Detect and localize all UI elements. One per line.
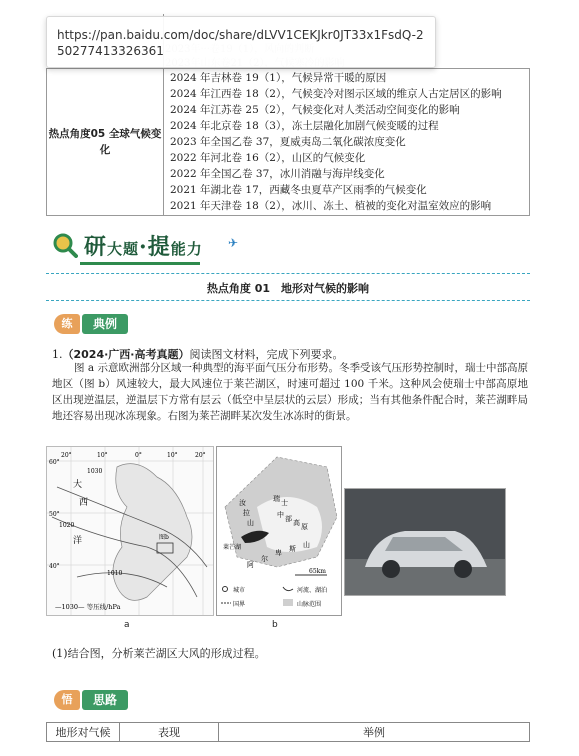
map-label: 高	[293, 519, 300, 527]
banner-underline	[80, 262, 200, 265]
section-title: 热点角度 01 地形对气候的影响	[206, 282, 370, 295]
hotspot-item: 2024 年北京卷 18（3），冻土层融化加剧气候变暖的过程	[170, 119, 439, 132]
map-label: 汝	[239, 499, 246, 507]
map-label: 莱芒湖	[223, 544, 242, 551]
legend: —1030— 等压线/hPa	[55, 603, 121, 611]
map-label: 1010	[107, 570, 123, 577]
frozen-car-photo	[344, 488, 506, 596]
left-tick: 40°	[49, 563, 60, 570]
map-label: 图b	[159, 534, 169, 541]
map-label: 斯	[289, 545, 296, 553]
url-tooltip[interactable]: https://pan.baidu.com/doc/share/dLVV1CEKJkr0JT33x1FsdQ-250277413326361	[46, 16, 436, 68]
map-label: 山	[303, 541, 310, 549]
table-header: 地形对气候	[47, 723, 120, 742]
figure-a-map	[46, 446, 214, 616]
figure-b-caption: b	[272, 620, 278, 630]
map-label: 中	[277, 511, 284, 519]
top-tick: 10°	[167, 452, 178, 459]
map-label: 士	[281, 499, 288, 507]
top-tick: 20°	[195, 452, 206, 459]
map-label: 部	[285, 515, 292, 523]
map-label: 1020	[59, 522, 75, 529]
magnifier-icon	[52, 232, 78, 258]
banner-title: 研大题·提能力	[84, 234, 203, 260]
map-label: 山	[247, 519, 254, 527]
hotspot-item: 2022 年河北卷 16（2），山区的气候变化	[170, 151, 366, 164]
hotspot-items	[164, 68, 530, 215]
map-label: 卑	[275, 549, 282, 557]
sub-question-1: (1)结合图，分析莱芒湖区大风的形成过程。	[52, 647, 266, 660]
hotspot-item: 2024 年吉林卷 19（1），气候异常干暖的原因	[170, 71, 387, 84]
table-header: 表现	[120, 723, 219, 742]
terrain-climate-table	[46, 722, 530, 742]
hotspot-item: 2022 年全国乙卷 37，冰川消融与海岸线变化	[170, 167, 385, 180]
map-label: 大	[73, 480, 83, 490]
question-text: 图 a 示意欧洲部分区域一种典型的海平面气压分布形势。冬季受该气压形势控制时，瑞士中部高原地区（图 b）风速较大，最大风速位于莱芒湖区，时速可超过 100 千米。这种风会使瑞士中部高原地区出现逆温层，逆温层下方常有层云（低空中呈层状的云层）形成；当有其他条件配合时，莱芒湖畔局地还容易出现冰冻现象。右图为莱芒湖畔某次发生冰冻时的街景。	[52, 362, 528, 422]
map-label: 洋	[73, 536, 83, 546]
tag-label: 思路	[82, 690, 128, 710]
legend-item: 城市	[233, 587, 246, 594]
divider	[46, 273, 530, 274]
legend-item: 河流、湖泊	[297, 587, 328, 594]
scale: 65km	[309, 568, 326, 575]
question-head: 1.（2024·广西·高考真题）阅读图文材料，完成下列要求。	[52, 348, 344, 361]
legend-item: 山脉范围	[297, 601, 322, 608]
hotspot-label: 热点角度05 全球气候变化	[47, 68, 164, 215]
table-header: 举例	[219, 723, 530, 742]
hotspot-item: 2023 年全国乙卷 37，夏威夷岛二氧化碳浓度变化	[170, 135, 406, 148]
map-label: 1030	[87, 468, 103, 475]
top-tick: 0°	[135, 452, 142, 459]
tag-label: 典例	[82, 314, 128, 334]
left-tick: 60°	[49, 459, 60, 466]
map-label: 瑞	[273, 495, 280, 503]
hotspot-item: 2021 年天津卷 18（2），冰川、冻土、植被的变化对温室效应的影响	[170, 199, 492, 212]
top-tick: 10°	[97, 452, 108, 459]
divider	[46, 300, 530, 301]
top-tick: 20°	[61, 452, 72, 459]
tag-seal: 练	[54, 314, 80, 334]
pressure-map	[47, 447, 213, 615]
map-label: 拉	[243, 509, 250, 517]
paper-plane-icon: ✈	[228, 236, 239, 250]
tag-seal: 悟	[54, 690, 80, 710]
map-label: 尔	[261, 555, 268, 563]
map-label: 西	[79, 498, 89, 508]
legend-item: 国界	[233, 601, 246, 608]
map-label: 阿	[247, 561, 254, 569]
hotspot-item: 2024 年江西卷 18（2），气候变冷对图示区域的维京人古定居区的影响	[170, 87, 502, 100]
switzerland-map	[217, 447, 341, 615]
map-label: 原	[301, 523, 308, 531]
figure-b-map	[216, 446, 342, 616]
hotspot-item: 2021 年湖北卷 17，西藏冬虫夏草产区雨季的气候变化	[170, 183, 427, 196]
figure-a-caption: a	[124, 620, 130, 630]
left-tick: 50°	[49, 511, 60, 518]
hotspot-item: 2024 年江苏卷 25（2），气候变化对人类活动空间变化的影响	[170, 103, 460, 116]
